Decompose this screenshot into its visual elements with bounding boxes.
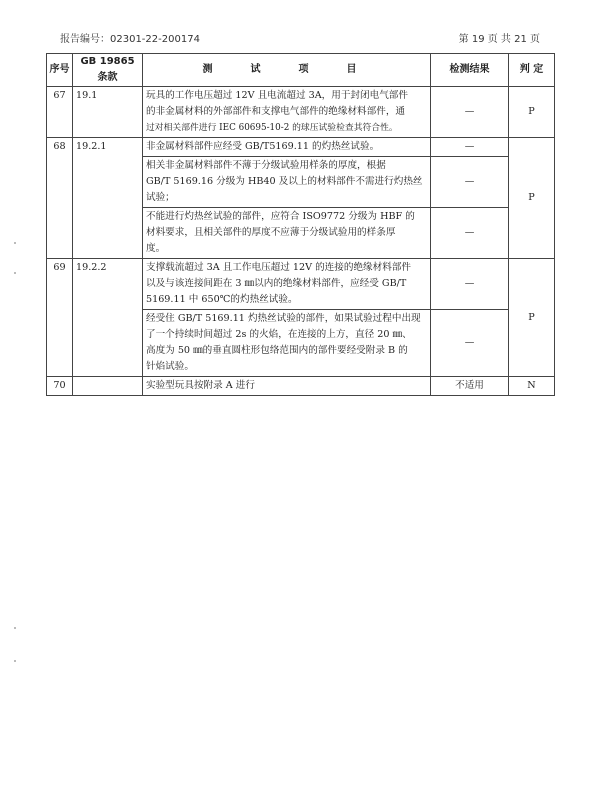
test-item <box>143 377 431 396</box>
table-row <box>47 87 555 138</box>
test-result: — <box>431 208 509 259</box>
page-number: 第 19 页 共 21 页 <box>458 34 540 45</box>
item-line: 高度为 50 ㎜的垂直圆柱形包络范围内的部件要经受附录 B 的 <box>146 345 408 356</box>
test-result: — <box>431 138 509 157</box>
clause-number: 19.2.2 <box>73 259 143 377</box>
test-result: — <box>431 259 509 310</box>
test-results-table <box>46 53 555 396</box>
item-line: 不能进行灼热丝试验的部件，应符合 ISO9772 分级为 HBF 的 <box>146 211 415 222</box>
scan-speck <box>14 660 16 662</box>
col-header-result: 检测结果 <box>431 54 509 87</box>
col-header-no: 序号 <box>47 54 73 87</box>
test-result: — <box>431 157 509 208</box>
col-header-verdict: 判 定 <box>509 54 555 87</box>
page-header <box>60 30 540 48</box>
verdict: P <box>509 138 555 259</box>
item-line: 非金属材料部件应经受 GB/T5169.11 的灼热丝试验。 <box>146 141 380 152</box>
test-result: — <box>431 87 509 138</box>
item-line: GB/T 5169.16 分级为 HB40 及以上的材料部件不需进行灼热丝 <box>146 176 423 187</box>
item-line: 度。 <box>146 243 166 254</box>
scan-speck <box>14 272 16 274</box>
table-header-row <box>47 54 555 87</box>
item-line: 针焰试验。 <box>146 361 194 372</box>
row-number: 69 <box>47 259 73 377</box>
test-item <box>143 310 431 377</box>
report-number: 报告编号：02301-22-200174 <box>60 34 200 45</box>
verdict: P <box>509 259 555 377</box>
table-row <box>47 377 555 396</box>
item-line: 5169.11 中 650℃的灼热丝试验。 <box>146 294 298 305</box>
row-number: 67 <box>47 87 73 138</box>
item-line: 的非金属材料的外部部件和支撑电气部件的绝缘材料部件，通 <box>146 106 406 117</box>
scan-speck <box>14 242 16 244</box>
item-line: 经受住 GB/T 5169.11 灼热丝试验的部件，如果试验过程中出现 <box>146 313 421 324</box>
item-line: 材料要求，且相关部件的厚度不应薄于分级试验用的样条厚 <box>146 227 396 238</box>
test-item <box>143 157 431 208</box>
item-line: 以及与该连接间距在 3 ㎜以内的绝缘材料部件，应经受 GB/T <box>146 278 407 289</box>
item-line: 过对相关部件进行 IEC 60695-10-2 的球压试验检查其符合性。 <box>146 123 398 133</box>
test-item <box>143 208 431 259</box>
test-item <box>143 259 431 310</box>
clause-number: 19.2.1 <box>73 138 143 259</box>
row-number: 68 <box>47 138 73 259</box>
test-item <box>143 87 431 138</box>
scan-speck <box>14 627 16 629</box>
test-item <box>143 138 431 157</box>
item-line: 相关非金属材料部件不薄于分级试验用样条的厚度，根据 <box>146 160 386 171</box>
verdict: N <box>509 377 555 396</box>
item-line: 支撑载流超过 3A 且工作电压超过 12V 的连接的绝缘材料部件 <box>146 262 412 273</box>
item-line: 玩具的工作电压超过 12V 且电流超过 3A，用于封闭电气部件 <box>146 90 408 101</box>
col-header-clause: GB 19865 条款 <box>73 54 143 87</box>
item-line: 试验； <box>146 192 175 203</box>
clause-number: 19.1 <box>73 87 143 138</box>
col-header-test-item: 测 试 项 目 <box>143 54 431 87</box>
item-line: 了一个持续时间超过 2s 的火焰，在连接的上方，直径 20 ㎜、 <box>146 329 412 340</box>
item-line: 实验型玩具按附录 A 进行 <box>146 380 255 391</box>
table-row <box>47 138 555 157</box>
verdict: P <box>509 87 555 138</box>
clause-number <box>73 377 143 396</box>
test-result: — <box>431 310 509 377</box>
table-row <box>47 259 555 310</box>
test-result: 不适用 <box>431 377 509 396</box>
row-number: 70 <box>47 377 73 396</box>
